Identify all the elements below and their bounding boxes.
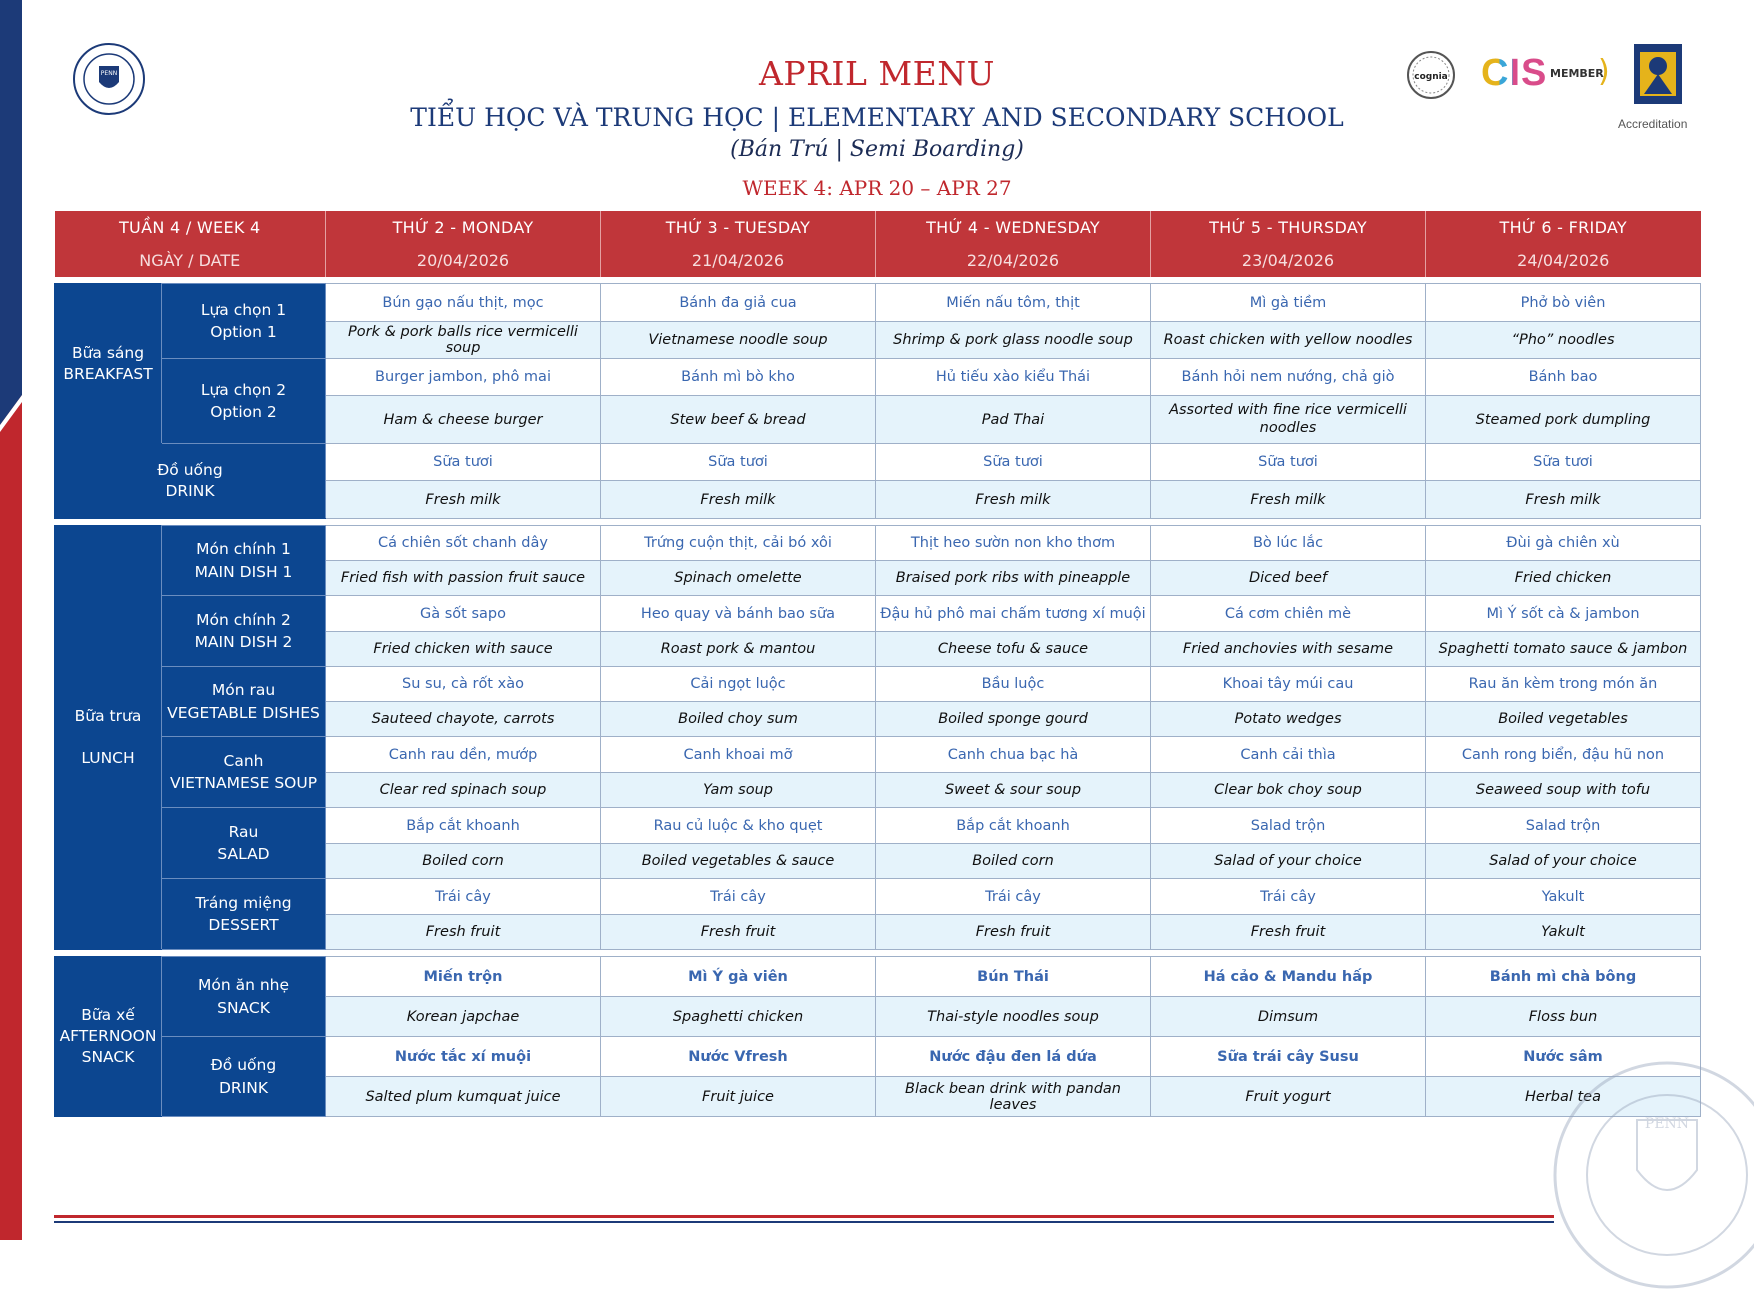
menu-item-vn: Bắp cắt khoanh (876, 808, 1151, 844)
menu-item-en: Boiled vegetables (1426, 702, 1701, 737)
table-row (55, 359, 1701, 396)
weekly-menu-table (54, 211, 1701, 1117)
menu-item-vn: Canh rau dền, mướp (326, 737, 601, 773)
day-monday: THỨ 2 - MONDAY (326, 211, 601, 244)
menu-item-en: Thai-style noodles soup (876, 997, 1151, 1037)
menu-item-en: Clear bok choy soup (1151, 773, 1426, 808)
menu-item-en: Clear red spinach soup (326, 773, 601, 808)
menu-item-vn: Sữa tươi (1426, 444, 1701, 481)
menu-item-en: Boiled vegetables & sauce (601, 844, 876, 879)
menu-item-en: Stew beef & bread (601, 396, 876, 444)
menu-item-vn: Nước tắc xí muội (326, 1037, 601, 1077)
menu-item-en: Fried anchovies with sesame (1151, 632, 1426, 667)
menu-item-vn: Nước sâm (1426, 1037, 1701, 1077)
menu-item-en: Fresh milk (876, 481, 1151, 519)
menu-item-en: Fresh fruit (1151, 915, 1426, 950)
menu-item-en: Vietnamese noodle soup (601, 322, 876, 359)
menu-item-en: Fresh fruit (601, 915, 876, 950)
menu-item-en: Fruit juice (601, 1077, 876, 1117)
breakfast-option2-label: Lựa chọn 2 Option 2 (162, 359, 326, 444)
menu-item-en: Potato wedges (1151, 702, 1426, 737)
breakfast-option1-label: Lựa chọn 1 Option 1 (162, 284, 326, 359)
table-row (55, 596, 1701, 632)
menu-item-vn: Salad trộn (1151, 808, 1426, 844)
menu-item-vn: Phở bò viên (1426, 284, 1701, 322)
day-wednesday: THỨ 4 - WEDNESDAY (876, 211, 1151, 244)
menu-item-en: Boiled corn (326, 844, 601, 879)
menu-item-en: Fresh milk (1426, 481, 1701, 519)
menu-item-vn: Bún Thái (876, 957, 1151, 997)
lunch-label: Bữa trưa LUNCH (55, 526, 162, 950)
menu-item-en: Dimsum (1151, 997, 1426, 1037)
menu-item-en: Fresh fruit (326, 915, 601, 950)
menu-item-en: Spaghetti chicken (601, 997, 876, 1037)
accreditation-label: Accreditation (1618, 117, 1688, 131)
menu-item-en: Fried chicken (1426, 561, 1701, 596)
menu-item-vn: Bánh hỏi nem nướng, chả giò (1151, 359, 1426, 396)
menu-item-vn: Bánh đa giả cua (601, 284, 876, 322)
date-friday: 24/04/2026 (1426, 244, 1701, 277)
day-header-row (55, 211, 1701, 244)
svg-text:PENN: PENN (1644, 1116, 1690, 1132)
school-watermark-seal (1552, 1060, 1754, 1290)
menu-item-en: Salad of your choice (1151, 844, 1426, 879)
menu-item-vn: Rau ăn kèm trong món ăn (1426, 667, 1701, 702)
menu-item-vn: Bánh mì chà bông (1426, 957, 1701, 997)
menu-item-en: Ham & cheese burger (326, 396, 601, 444)
day-tuesday: THỨ 3 - TUESDAY (601, 211, 876, 244)
menu-item-en: Fresh fruit (876, 915, 1151, 950)
menu-item-vn: Bún gạo nấu thịt, mọc (326, 284, 601, 322)
menu-item-en: Pork & pork balls rice vermicelli soup (326, 322, 601, 359)
table-row (55, 1037, 1701, 1077)
menu-item-en: Boiled choy sum (601, 702, 876, 737)
page-subtitle: TIỂU HỌC VÀ TRUNG HỌC | ELEMENTARY AND SECONDARY SCHOOL (410, 103, 1344, 132)
day-friday: THỨ 6 - FRIDAY (1426, 211, 1701, 244)
menu-item-en: Yam soup (601, 773, 876, 808)
footer-navy-line (54, 1221, 1554, 1223)
menu-item-vn: Sữa tươi (326, 444, 601, 481)
menu-item-en: Assorted with fine rice vermicelli noodles (1151, 396, 1426, 444)
cis-member-label: MEMBER (1550, 67, 1604, 80)
menu-item-vn: Su su, cà rốt xào (326, 667, 601, 702)
menu-item-vn: Canh chua bạc hà (876, 737, 1151, 773)
table-row (55, 444, 1701, 481)
menu-item-vn: Mì Ý sốt cà & jambon (1426, 596, 1701, 632)
menu-item-vn: Gà sốt sapo (326, 596, 601, 632)
menu-item-vn: Nước đậu đen lá dứa (876, 1037, 1151, 1077)
table-row (55, 667, 1701, 702)
footer-red-line (54, 1215, 1554, 1218)
svg-text:PENN: PENN (100, 70, 118, 77)
menu-item-vn: Trái cây (876, 879, 1151, 915)
menu-item-vn: Trái cây (326, 879, 601, 915)
menu-item-en: Fruit yogurt (1151, 1077, 1426, 1117)
menu-item-en: Salad of your choice (1426, 844, 1701, 879)
breakfast-label: Bữa sáng BREAKFAST (55, 284, 162, 444)
menu-item-vn: Há cảo & Mandu hấp (1151, 957, 1426, 997)
menu-item-en: Salted plum kumquat juice (326, 1077, 601, 1117)
table-row (55, 808, 1701, 844)
menu-item-en: Seaweed soup with tofu (1426, 773, 1701, 808)
menu-item-vn: Mì Ý gà viên (601, 957, 876, 997)
menu-item-vn: Bầu luộc (876, 667, 1151, 702)
accreditation-logo (1634, 44, 1682, 104)
week-label: TUẦN 4 / WEEK 4 (55, 211, 326, 244)
cis-bracket-icon: ) (1598, 54, 1610, 89)
menu-item-vn: Sữa tươi (601, 444, 876, 481)
menu-item-en: Roast pork & mantou (601, 632, 876, 667)
date-wednesday: 22/04/2026 (876, 244, 1151, 277)
menu-item-en: Black bean drink with pandan leaves (876, 1077, 1151, 1117)
menu-item-vn: Canh cải thìa (1151, 737, 1426, 773)
menu-item-en: Spaghetti tomato sauce & jambon (1426, 632, 1701, 667)
menu-item-vn: Bánh bao (1426, 359, 1701, 396)
lunch-main2-label: Món chính 2 MAIN DISH 2 (162, 596, 326, 667)
menu-item-en: Fresh milk (326, 481, 601, 519)
lunch-dessert-label: Tráng miệng DESSERT (162, 879, 326, 950)
menu-item-vn: Cải ngọt luộc (601, 667, 876, 702)
menu-item-en: Yakult (1426, 915, 1701, 950)
menu-item-vn: Thịt heo sườn non kho thơm (876, 526, 1151, 561)
menu-item-vn: Cá chiên sốt chanh dây (326, 526, 601, 561)
menu-item-vn: Nước Vfresh (601, 1037, 876, 1077)
menu-item-vn: Cá cơm chiên mè (1151, 596, 1426, 632)
day-thursday: THỨ 5 - THURSDAY (1151, 211, 1426, 244)
semi-boarding-label: (Bán Trú | Semi Boarding) (730, 137, 1024, 162)
menu-item-en: Sweet & sour soup (876, 773, 1151, 808)
table-row (55, 284, 1701, 322)
menu-item-vn: Hủ tiếu xào kiểu Thái (876, 359, 1151, 396)
lunch-main1-label: Món chính 1 MAIN DISH 1 (162, 526, 326, 596)
menu-item-vn: Salad trộn (1426, 808, 1701, 844)
snack-drink-label: Đồ uống DRINK (162, 1037, 326, 1117)
menu-item-en: Floss bun (1426, 997, 1701, 1037)
lunch-soup-label: Canh VIETNAMESE SOUP (162, 737, 326, 808)
lunch-salad-label: Rau SALAD (162, 808, 326, 879)
svg-text:cognia: cognia (1414, 72, 1448, 82)
menu-item-en: Diced beef (1151, 561, 1426, 596)
menu-item-en: Boiled corn (876, 844, 1151, 879)
date-monday: 20/04/2026 (326, 244, 601, 277)
date-thursday: 23/04/2026 (1151, 244, 1426, 277)
menu-item-vn: Rau củ luộc & kho quẹt (601, 808, 876, 844)
menu-item-en: Boiled sponge gourd (876, 702, 1151, 737)
menu-item-vn: Sữa tươi (876, 444, 1151, 481)
breakfast-drink-label: Đồ uống DRINK (55, 444, 326, 519)
menu-item-vn: Sữa tươi (1151, 444, 1426, 481)
menu-item-vn: Burger jambon, phô mai (326, 359, 601, 396)
menu-item-vn: Đậu hủ phô mai chấm tương xí muội (876, 596, 1151, 632)
table-row (55, 957, 1701, 997)
menu-item-vn: Canh rong biển, đậu hũ non (1426, 737, 1701, 773)
menu-item-vn: Trái cây (1151, 879, 1426, 915)
menu-item-en: Fried fish with passion fruit sauce (326, 561, 601, 596)
table-row (55, 737, 1701, 773)
menu-item-vn: Miến nấu tôm, thịt (876, 284, 1151, 322)
menu-item-vn: Trái cây (601, 879, 876, 915)
menu-item-vn: Khoai tây múi cau (1151, 667, 1426, 702)
menu-item-en: Korean japchae (326, 997, 601, 1037)
cis-logo: CIS (1481, 52, 1548, 94)
table-row (55, 879, 1701, 915)
lunch-vegetable-label: Món rau VEGETABLE DISHES (162, 667, 326, 737)
menu-item-en: Shrimp & pork glass noodle soup (876, 322, 1151, 359)
menu-item-en: Cheese tofu & sauce (876, 632, 1151, 667)
menu-item-vn: Bắp cắt khoanh (326, 808, 601, 844)
menu-item-en: Steamed pork dumpling (1426, 396, 1701, 444)
snack-snack-label: Món ăn nhẹ SNACK (162, 957, 326, 1037)
menu-item-en: Fried chicken with sauce (326, 632, 601, 667)
cognia-accreditation-logo (1406, 50, 1456, 100)
menu-item-en: Fresh milk (1151, 481, 1426, 519)
menu-item-en: Pad Thai (876, 396, 1151, 444)
menu-item-en: Herbal tea (1426, 1077, 1701, 1117)
menu-item-vn: Bánh mì bò kho (601, 359, 876, 396)
menu-item-en: Spinach omelette (601, 561, 876, 596)
menu-item-vn: Trứng cuộn thịt, cải bó xôi (601, 526, 876, 561)
menu-item-vn: Yakult (1426, 879, 1701, 915)
page-title: APRIL MENU (759, 54, 995, 93)
menu-item-vn: Miến trộn (326, 957, 601, 997)
date-header-row (55, 244, 1701, 277)
snack-label: Bữa xế AFTERNOON SNACK (55, 957, 162, 1117)
menu-item-vn: Đùi gà chiên xù (1426, 526, 1701, 561)
menu-item-vn: Canh khoai mỡ (601, 737, 876, 773)
menu-item-en: Roast chicken with yellow noodles (1151, 322, 1426, 359)
date-tuesday: 21/04/2026 (601, 244, 876, 277)
menu-item-vn: Bò lúc lắc (1151, 526, 1426, 561)
menu-item-en: Braised pork ribs with pineapple (876, 561, 1151, 596)
menu-item-en: Fresh milk (601, 481, 876, 519)
table-row (55, 526, 1701, 561)
menu-item-vn: Heo quay và bánh bao sữa (601, 596, 876, 632)
menu-item-vn: Sữa trái cây Susu (1151, 1037, 1426, 1077)
menu-item-en: Sauteed chayote, carrots (326, 702, 601, 737)
week-range: WEEK 4: APR 20 – APR 27 (742, 176, 1012, 200)
menu-item-vn: Mì gà tiềm (1151, 284, 1426, 322)
date-label: NGÀY / DATE (55, 244, 326, 277)
menu-item-en: “Pho” noodles (1426, 322, 1701, 359)
